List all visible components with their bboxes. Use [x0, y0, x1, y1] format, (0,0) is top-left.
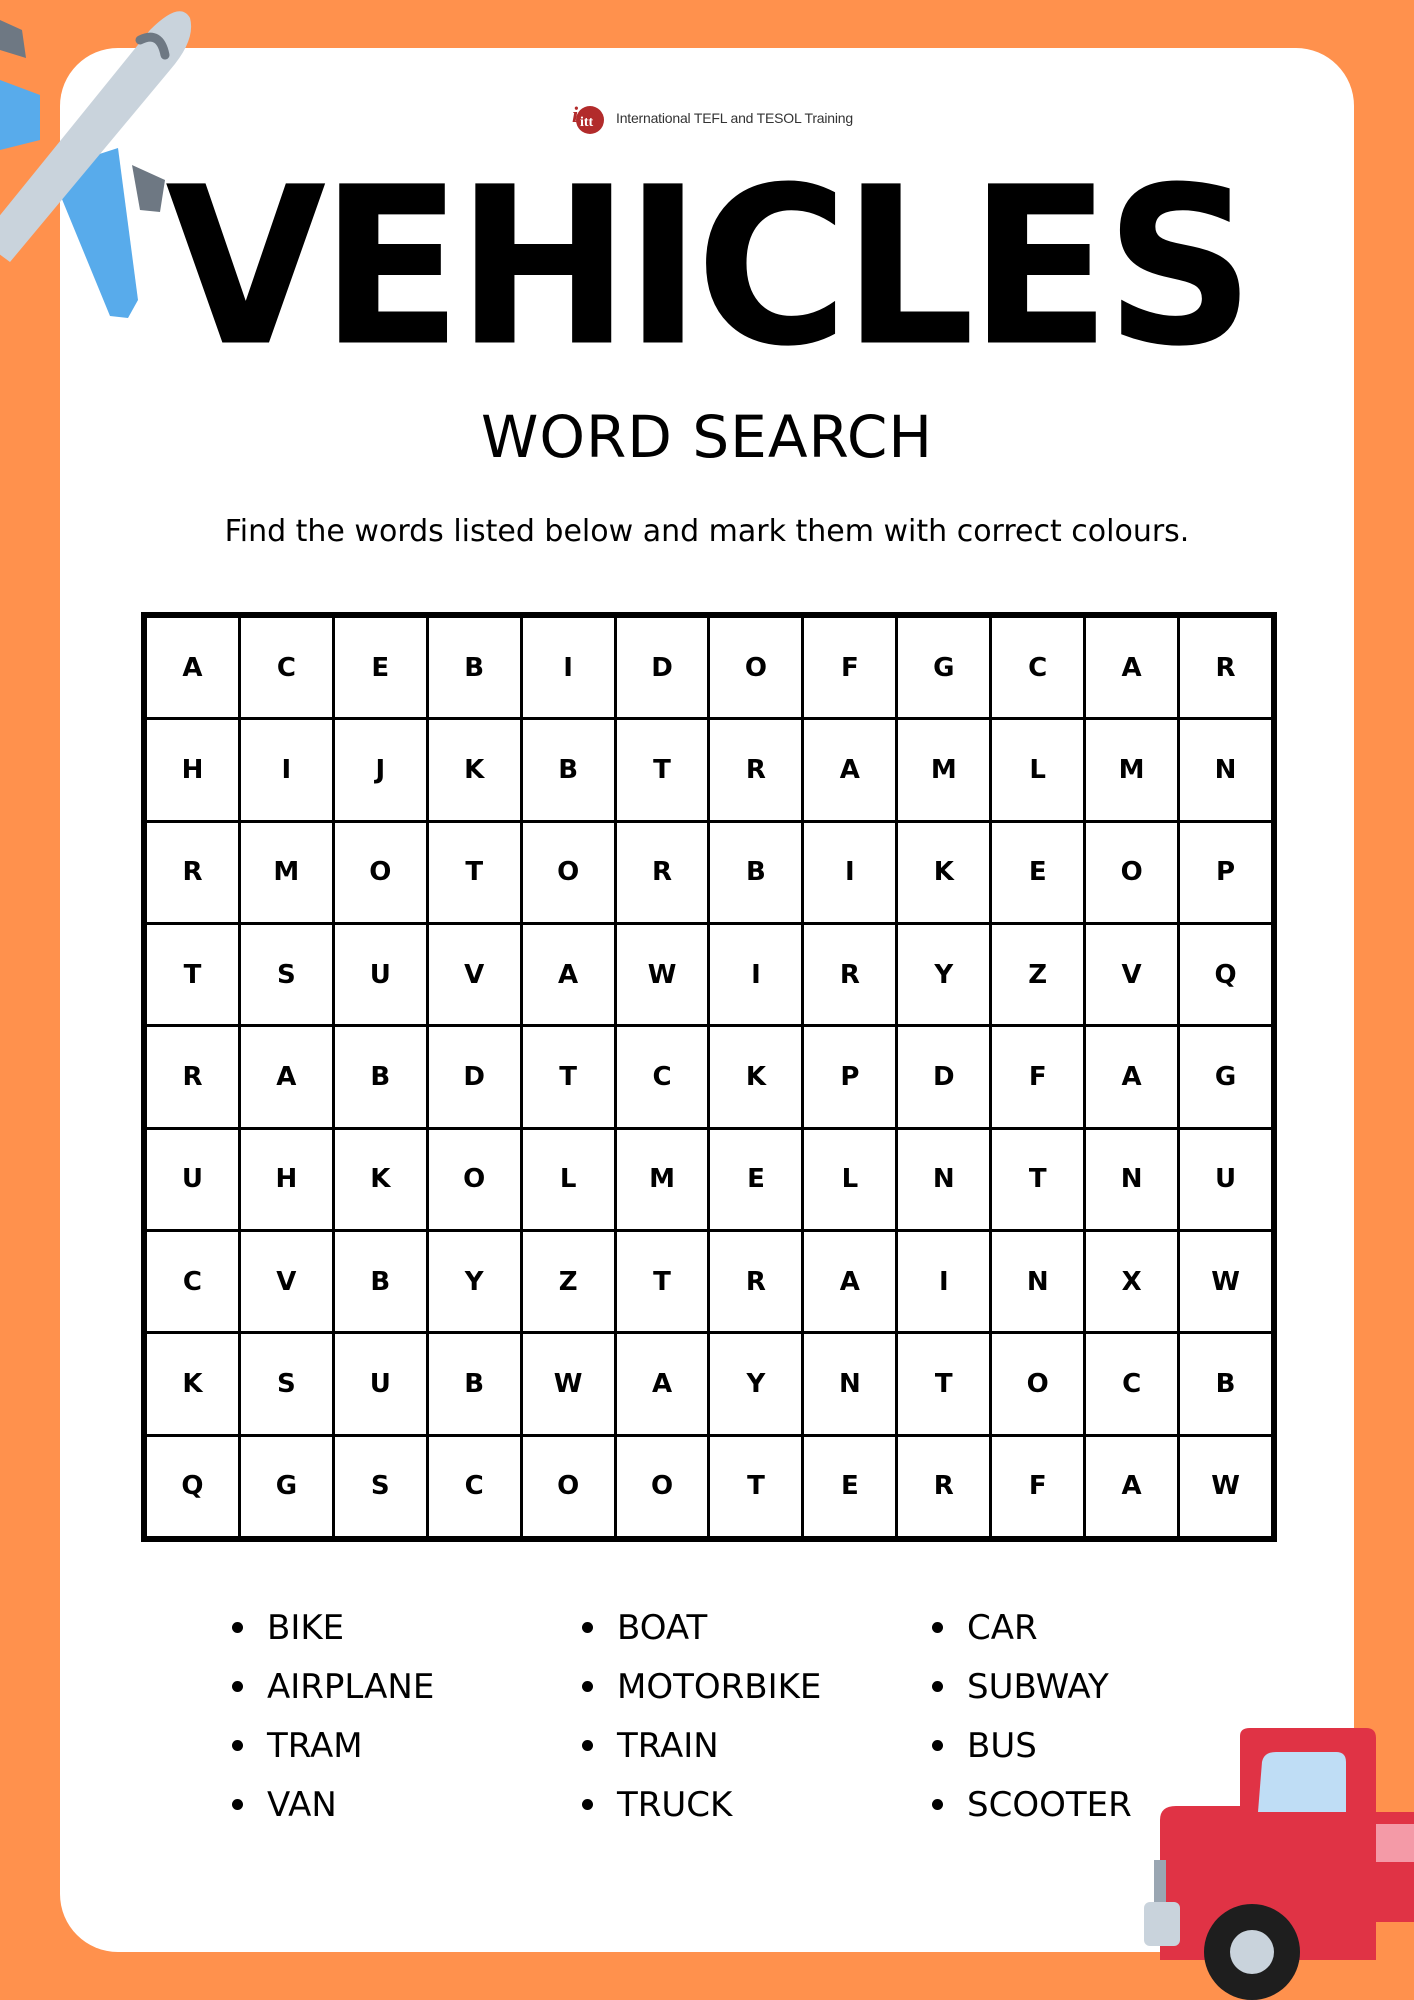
grid-cell[interactable]: M — [617, 1130, 708, 1229]
grid-cell[interactable]: O — [617, 1437, 708, 1536]
grid-cell[interactable]: O — [523, 1437, 614, 1536]
grid-cell[interactable]: B — [335, 1027, 426, 1126]
grid-cell[interactable]: K — [147, 1334, 238, 1433]
grid-cell[interactable]: I — [898, 1232, 989, 1331]
grid-cell[interactable]: O — [523, 823, 614, 922]
instructions-text: Find the words listed below and mark them with correct colours. — [224, 514, 1190, 549]
grid-cell[interactable]: C — [147, 1232, 238, 1331]
word-list-item: SUBWAY — [928, 1657, 1188, 1716]
grid-cell[interactable]: R — [710, 720, 801, 819]
grid-cell[interactable]: H — [241, 1130, 332, 1229]
grid-cell[interactable]: P — [804, 1027, 895, 1126]
grid-cell[interactable]: E — [992, 823, 1083, 922]
svg-text:i: i — [572, 102, 579, 127]
grid-cell[interactable]: A — [523, 925, 614, 1024]
grid-cell[interactable]: B — [429, 618, 520, 717]
word-search-grid — [141, 612, 1277, 1542]
grid-cell[interactable]: B — [429, 1334, 520, 1433]
grid-cell[interactable]: T — [523, 1027, 614, 1126]
word-list-item: BOAT — [578, 1598, 928, 1657]
svg-text:itt: itt — [580, 115, 594, 130]
grid-cell[interactable]: T — [617, 720, 708, 819]
grid-cell[interactable]: R — [710, 1232, 801, 1331]
grid-cell[interactable]: V — [429, 925, 520, 1024]
grid-cell[interactable]: T — [429, 823, 520, 922]
grid-cell[interactable]: Q — [1180, 925, 1271, 1024]
grid-cell[interactable]: C — [617, 1027, 708, 1126]
grid-cell[interactable]: V — [241, 1232, 332, 1331]
grid-cell[interactable]: E — [804, 1437, 895, 1536]
grid-cell[interactable]: U — [1180, 1130, 1271, 1229]
grid-cell[interactable]: A — [1086, 1437, 1177, 1536]
grid-cell[interactable]: C — [1086, 1334, 1177, 1433]
page-subtitle: WORD SEARCH — [480, 403, 934, 471]
grid-cell[interactable]: S — [335, 1437, 426, 1536]
word-list — [228, 1598, 1188, 1838]
truck-icon — [1140, 1720, 1414, 2000]
word-list-item: TRAIN — [578, 1716, 928, 1775]
grid-cell[interactable]: Y — [429, 1232, 520, 1331]
word-list-item: CAR — [928, 1598, 1188, 1657]
grid-cell[interactable]: E — [710, 1130, 801, 1229]
logo-mark-icon — [566, 100, 610, 136]
grid-cell[interactable]: I — [710, 925, 801, 1024]
grid-cell[interactable]: I — [241, 720, 332, 819]
grid-cell[interactable]: G — [898, 618, 989, 717]
grid-cell[interactable]: F — [992, 1027, 1083, 1126]
grid-cell[interactable]: H — [147, 720, 238, 819]
grid-cell[interactable]: K — [429, 720, 520, 819]
grid-cell[interactable]: N — [1180, 720, 1271, 819]
grid-cell[interactable]: Z — [523, 1232, 614, 1331]
grid-cell[interactable]: M — [241, 823, 332, 922]
grid-cell[interactable]: D — [429, 1027, 520, 1126]
grid-cell[interactable]: A — [1086, 618, 1177, 717]
word-list-item: AIRPLANE — [228, 1657, 578, 1716]
grid-cell[interactable]: K — [898, 823, 989, 922]
grid-cell[interactable]: T — [147, 925, 238, 1024]
grid-cell[interactable]: F — [804, 618, 895, 717]
grid-cell[interactable]: O — [429, 1130, 520, 1229]
grid-cell[interactable]: G — [1180, 1027, 1271, 1126]
grid-cell[interactable]: R — [147, 823, 238, 922]
grid-cell[interactable]: A — [1086, 1027, 1177, 1126]
grid-cell[interactable]: N — [1086, 1130, 1177, 1229]
grid-cell[interactable]: P — [1180, 823, 1271, 922]
grid-cell[interactable]: D — [898, 1027, 989, 1126]
grid-cell[interactable]: A — [241, 1027, 332, 1126]
grid-cell[interactable]: U — [147, 1130, 238, 1229]
grid-cell[interactable]: Q — [147, 1437, 238, 1536]
grid-cell[interactable]: O — [992, 1334, 1083, 1433]
grid-cell[interactable]: Y — [898, 925, 989, 1024]
grid-cell[interactable]: T — [617, 1232, 708, 1331]
word-list-item: MOTORBIKE — [578, 1657, 928, 1716]
grid-cell[interactable]: C — [241, 618, 332, 717]
page-title: VEHICLES — [165, 140, 1249, 396]
word-list-item: SCOOTER — [928, 1775, 1188, 1834]
grid-cell[interactable]: I — [804, 823, 895, 922]
grid-cell[interactable]: A — [617, 1334, 708, 1433]
grid-cell[interactable]: D — [617, 618, 708, 717]
grid-cell[interactable]: W — [1180, 1232, 1271, 1331]
grid-cell[interactable]: R — [147, 1027, 238, 1126]
grid-cell[interactable]: A — [147, 618, 238, 717]
grid-cell[interactable]: W — [523, 1334, 614, 1433]
grid-cell[interactable]: B — [710, 823, 801, 922]
grid-cell[interactable]: B — [335, 1232, 426, 1331]
grid-cell[interactable]: O — [1086, 823, 1177, 922]
grid-cell[interactable]: B — [1180, 1334, 1271, 1433]
grid-cell[interactable]: O — [710, 618, 801, 717]
grid-cell[interactable]: L — [992, 720, 1083, 819]
grid-cell[interactable]: U — [335, 925, 426, 1024]
grid-cell[interactable]: C — [992, 618, 1083, 717]
word-list-item: VAN — [228, 1775, 578, 1834]
grid-cell[interactable]: R — [617, 823, 708, 922]
grid-cell[interactable]: L — [804, 1130, 895, 1229]
grid-cell[interactable]: Y — [710, 1334, 801, 1433]
grid-cell[interactable]: I — [523, 618, 614, 717]
grid-cell[interactable]: U — [335, 1334, 426, 1433]
grid-cell[interactable]: M — [898, 720, 989, 819]
word-list-item: BIKE — [228, 1598, 578, 1657]
grid-cell[interactable]: E — [335, 618, 426, 717]
grid-cell[interactable]: W — [1180, 1437, 1271, 1536]
grid-cell[interactable]: B — [523, 720, 614, 819]
grid-cell[interactable]: A — [804, 1232, 895, 1331]
grid-cell[interactable]: Z — [992, 925, 1083, 1024]
grid-cell[interactable]: R — [898, 1437, 989, 1536]
grid-cell[interactable]: M — [1086, 720, 1177, 819]
grid-cell[interactable]: V — [1086, 925, 1177, 1024]
grid-cell[interactable]: N — [804, 1334, 895, 1433]
grid-cell[interactable]: W — [617, 925, 708, 1024]
grid-cell[interactable]: L — [523, 1130, 614, 1229]
word-list-item: TRAM — [228, 1716, 578, 1775]
grid-cell[interactable]: R — [1180, 618, 1271, 717]
grid-cell[interactable]: F — [992, 1437, 1083, 1536]
grid-cell[interactable]: T — [710, 1437, 801, 1536]
grid-cell[interactable]: K — [335, 1130, 426, 1229]
grid-cell[interactable]: C — [429, 1437, 520, 1536]
grid-cell[interactable]: A — [804, 720, 895, 819]
grid-cell[interactable]: T — [898, 1334, 989, 1433]
grid-cell[interactable]: S — [241, 925, 332, 1024]
grid-cell[interactable]: N — [992, 1232, 1083, 1331]
grid-cell[interactable]: S — [241, 1334, 332, 1433]
grid-cell[interactable]: T — [992, 1130, 1083, 1229]
logo-text: International TEFL and TESOL Training — [616, 110, 853, 126]
word-list-item: TRUCK — [578, 1775, 928, 1834]
grid-cell[interactable]: J — [335, 720, 426, 819]
logo — [566, 100, 856, 136]
grid-cell[interactable]: X — [1086, 1232, 1177, 1331]
grid-cell[interactable]: R — [804, 925, 895, 1024]
word-list-item: BUS — [928, 1716, 1188, 1775]
grid-cell[interactable]: N — [898, 1130, 989, 1229]
grid-cell[interactable]: G — [241, 1437, 332, 1536]
grid-cell[interactable]: K — [710, 1027, 801, 1126]
grid-cell[interactable]: O — [335, 823, 426, 922]
